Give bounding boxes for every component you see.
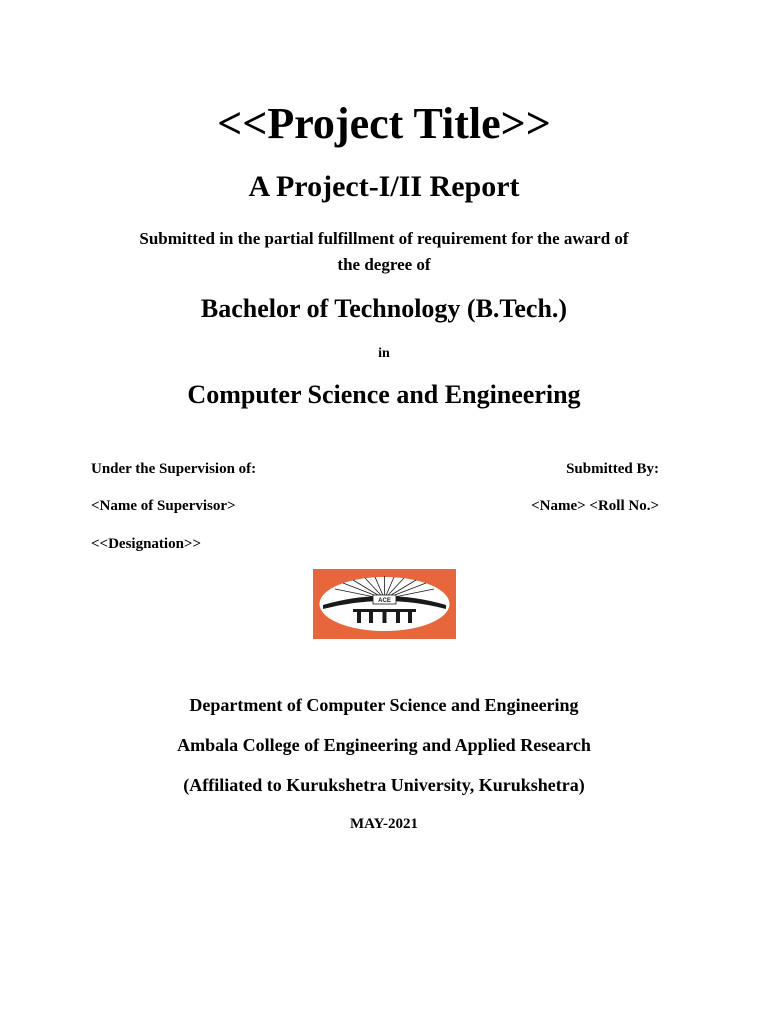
degree-name: Bachelor of Technology (B.Tech.) <box>200 294 568 323</box>
college-emblem-icon <box>313 569 456 639</box>
branch-name: Computer Science and Engineering <box>187 380 581 409</box>
submission-line-2: the degree of <box>337 255 431 274</box>
in-connector: in <box>378 346 390 361</box>
university-affiliation: (Affiliated to Kurukshetra University, Kurukshetra) <box>183 775 585 795</box>
submission-line-1: Submitted in the partial fulfillment of requirement for the award of <box>139 229 629 248</box>
department-name: Department of Computer Science and Engineering <box>189 695 579 715</box>
svg-text:ACE: ACE <box>378 598 391 604</box>
supervisor-designation: <<Designation>> <box>91 536 202 552</box>
college-name: Ambala College of Engineering and Applied Research <box>177 735 591 755</box>
submission-date: MAY-2021 <box>349 816 419 832</box>
supervisor-name: <Name of Supervisor> <box>91 498 236 514</box>
submission-statement <box>0 226 768 278</box>
project-title: <<Project Title>> <box>217 99 551 148</box>
student-name-roll: <Name> <Roll No.> <box>531 498 659 514</box>
submitted-by-heading: Submitted By: <box>566 461 659 477</box>
report-subtitle: A Project-I/II Report <box>248 170 520 203</box>
supervision-heading: Under the Supervision of: <box>91 461 257 477</box>
